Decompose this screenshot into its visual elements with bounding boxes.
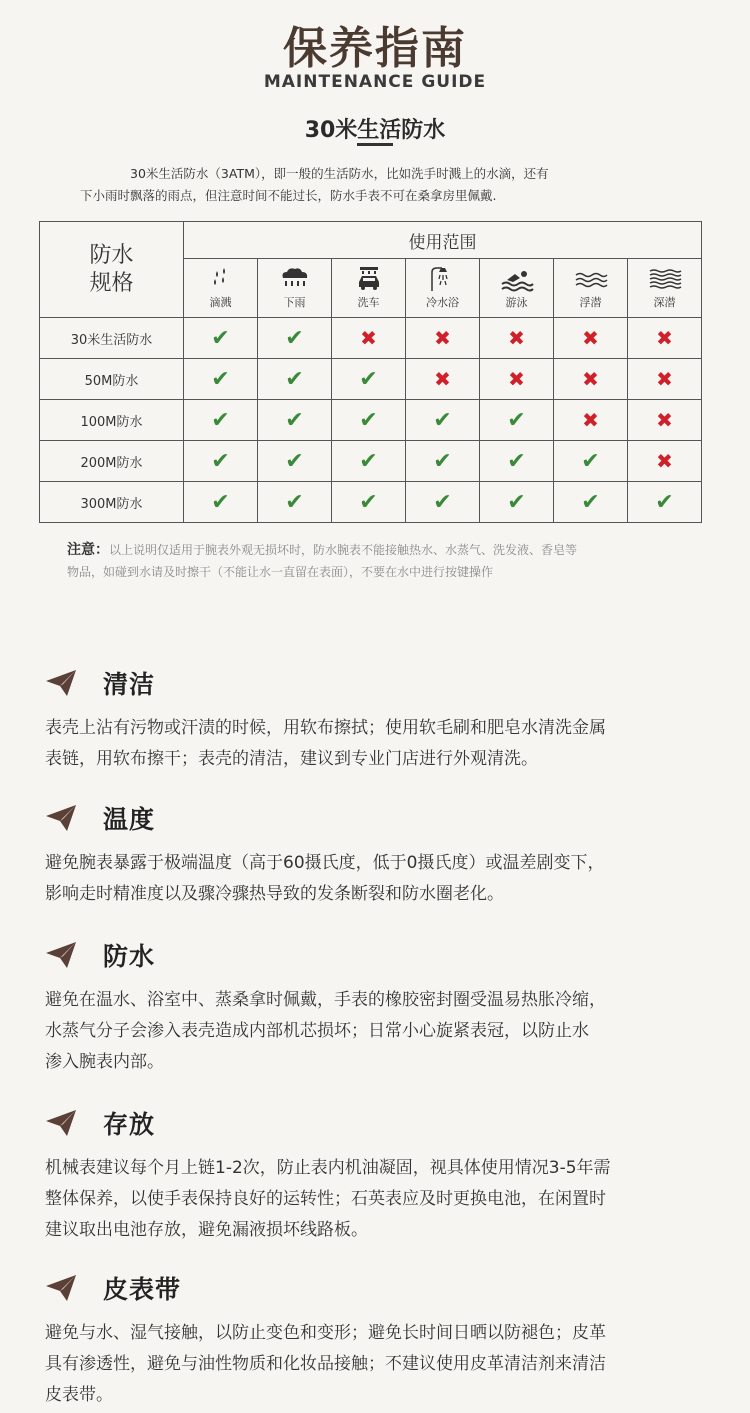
row-label: 30米生活防水 — [40, 318, 184, 359]
supported-cell — [406, 441, 480, 482]
row-label: 300M防水 — [40, 482, 184, 523]
check-icon: ✔ — [507, 448, 526, 474]
paper-plane-icon — [45, 804, 77, 832]
cross-icon: ✖ — [434, 367, 451, 391]
check-icon: ✔ — [211, 325, 230, 351]
check-icon: ✔ — [507, 407, 526, 433]
care-section-header — [45, 1105, 715, 1141]
check-icon: ✔ — [507, 489, 526, 515]
supported-cell — [184, 482, 258, 523]
check-icon: ✔ — [359, 407, 378, 433]
car-wash-icon — [354, 266, 384, 292]
supported-cell — [406, 400, 480, 441]
check-icon: ✔ — [211, 366, 230, 392]
unsupported-cell — [332, 318, 406, 359]
check-icon: ✔ — [211, 448, 230, 474]
paper-plane-icon — [45, 941, 77, 969]
unsupported-cell — [554, 359, 628, 400]
cross-icon: ✖ — [508, 367, 525, 391]
row-label: 200M防水 — [40, 441, 184, 482]
shower-icon — [428, 266, 458, 292]
care-section-line: 表壳上沾有污物或汗渍的时候，用软布擦拭；使用软毛刷和肥皂水清洗金属 — [45, 718, 606, 738]
care-section — [45, 1270, 715, 1411]
supported-cell — [480, 482, 554, 523]
supported-cell — [258, 400, 332, 441]
care-section-line: 建议取出电池存放，避免漏液损坏线路板。 — [45, 1220, 368, 1240]
description-line: 下小雨时飘落的雨点，但注意时间不能过长，防水手表不可在桑拿房里佩戴. — [80, 188, 497, 203]
section-title-underline — [357, 143, 393, 146]
page-title: 保养指南 — [283, 23, 467, 74]
care-section-line: 避免腕表暴露于极端温度（高于60摄氏度，低于0摄氏度）或温差剧变下， — [45, 853, 605, 873]
check-icon: ✔ — [359, 489, 378, 515]
table-body — [40, 318, 702, 523]
note-label: 注意： — [67, 542, 109, 558]
cross-icon: ✖ — [656, 367, 673, 391]
unsupported-cell — [628, 359, 702, 400]
supported-cell — [406, 482, 480, 523]
cross-icon: ✖ — [582, 367, 599, 391]
care-section-title: 存放 — [103, 1110, 156, 1139]
column-label: 下雨 — [283, 296, 306, 309]
supported-cell — [554, 441, 628, 482]
supported-cell — [332, 400, 406, 441]
note-line: 物品，如碰到水请及时擦干（不能让水一直留在表面），不要在水中进行按键操作 — [67, 565, 494, 579]
column-cold-shower — [406, 259, 480, 318]
care-section-body — [45, 1318, 715, 1411]
unsupported-cell — [628, 441, 702, 482]
note-line: 以上说明仅适用于腕表外观无损坏时，防水腕表不能接触热水、水蒸气、洗发液、香皂等 — [109, 543, 578, 557]
supported-cell — [258, 318, 332, 359]
cross-icon: ✖ — [656, 408, 673, 432]
spec-header-line: 规格 — [89, 270, 134, 296]
table-row — [40, 359, 702, 400]
rain-cloud-icon — [277, 266, 313, 292]
column-label: 冷水浴 — [426, 296, 459, 309]
table-row — [40, 482, 702, 523]
cross-icon: ✖ — [656, 326, 673, 350]
unsupported-cell — [554, 400, 628, 441]
paper-plane-icon — [45, 1109, 77, 1137]
row-label: 100M防水 — [40, 400, 184, 441]
supported-cell — [184, 318, 258, 359]
care-section-line: 表链，用软布擦干；表壳的清洁，建议到专业门店进行外观清洗。 — [45, 749, 538, 769]
description-line: 30米生活防水（3ATM），即一般的生活防水，比如洗手时溅上的水滴，还有 — [130, 166, 549, 181]
column-swim — [480, 259, 554, 318]
check-icon: ✔ — [581, 448, 600, 474]
check-icon: ✔ — [285, 407, 304, 433]
waterproof-section-title: 30米生活防水 — [304, 118, 446, 143]
waterproof-table — [39, 221, 702, 523]
care-section-title: 温度 — [103, 805, 156, 834]
supported-cell — [628, 482, 702, 523]
range-header: 使用范围 — [184, 222, 702, 259]
care-section-title: 皮表带 — [103, 1275, 182, 1304]
care-section-body — [45, 1153, 715, 1246]
column-label: 洗车 — [357, 296, 380, 309]
cross-icon: ✖ — [508, 326, 525, 350]
care-section-body — [45, 985, 715, 1078]
waterproof-description — [80, 163, 680, 207]
care-section-line: 避免与水、湿气接触，以防止变色和变形；避免长时间日晒以防褪色；皮革 — [45, 1323, 606, 1343]
check-icon: ✔ — [359, 366, 378, 392]
check-icon: ✔ — [581, 489, 600, 515]
table-row — [40, 318, 702, 359]
care-section-body — [45, 848, 715, 910]
care-section-header — [45, 665, 715, 701]
check-icon: ✔ — [433, 448, 452, 474]
column-rain — [258, 259, 332, 318]
care-section-line: 水蒸气分子会渗入表壳造成内部机芯损坏；日常小心旋紧表冠，以防止水 — [45, 1021, 589, 1041]
supported-cell — [258, 482, 332, 523]
row-label: 50M防水 — [40, 359, 184, 400]
column-drip — [184, 259, 258, 318]
care-section — [45, 665, 715, 775]
table-row — [40, 400, 702, 441]
check-icon: ✔ — [211, 489, 230, 515]
care-section-line: 影响走时精准度以及骤冷骤热导致的发条断裂和防水圈老化。 — [45, 884, 504, 904]
column-car-wash — [332, 259, 406, 318]
care-section-body — [45, 713, 715, 775]
check-icon: ✔ — [285, 325, 304, 351]
check-icon: ✔ — [655, 489, 674, 515]
column-snorkel — [554, 259, 628, 318]
supported-cell — [184, 441, 258, 482]
supported-cell — [332, 441, 406, 482]
care-section — [45, 800, 715, 910]
table-row — [40, 441, 702, 482]
column-label: 浮潜 — [579, 296, 602, 309]
note — [67, 539, 707, 583]
check-icon: ✔ — [285, 489, 304, 515]
care-section-line: 皮表带。 — [45, 1385, 113, 1405]
deep-waves-icon — [647, 266, 683, 292]
care-section-line: 机械表建议每个月上链1-2次，防止表内机油凝固，视具体使用情况3-5年需 — [45, 1158, 611, 1178]
cross-icon: ✖ — [656, 449, 673, 473]
supported-cell — [332, 482, 406, 523]
supported-cell — [554, 482, 628, 523]
unsupported-cell — [628, 400, 702, 441]
care-section-header — [45, 937, 715, 973]
care-section-line: 避免在温水、浴室中、蒸桑拿时佩戴，手表的橡胶密封圈受温易热胀冷缩， — [45, 990, 606, 1010]
paper-plane-icon — [45, 669, 77, 697]
swimmer-icon — [499, 266, 535, 292]
cross-icon: ✖ — [434, 326, 451, 350]
care-section-line: 渗入腕表内部。 — [45, 1052, 164, 1072]
check-icon: ✔ — [211, 407, 230, 433]
supported-cell — [258, 441, 332, 482]
check-icon: ✔ — [285, 366, 304, 392]
supported-cell — [480, 441, 554, 482]
check-icon: ✔ — [285, 448, 304, 474]
column-deep-dive — [628, 259, 702, 318]
unsupported-cell — [554, 318, 628, 359]
page-subtitle: MAINTENANCE GUIDE — [263, 72, 487, 92]
care-section-title: 清洁 — [103, 670, 156, 699]
column-label: 滴溅 — [209, 296, 232, 309]
care-section-header — [45, 800, 715, 836]
care-section-line: 具有渗透性，避免与油性物质和化妆品接触；不建议使用皮革清洁剂来清洁 — [45, 1354, 606, 1374]
check-icon: ✔ — [359, 448, 378, 474]
care-section-header — [45, 1270, 715, 1306]
waves-icon — [573, 266, 609, 292]
cross-icon: ✖ — [360, 326, 377, 350]
care-section — [45, 937, 715, 1078]
supported-cell — [184, 359, 258, 400]
cross-icon: ✖ — [582, 326, 599, 350]
care-section-title: 防水 — [103, 942, 156, 971]
supported-cell — [184, 400, 258, 441]
supported-cell — [332, 359, 406, 400]
column-label: 游泳 — [505, 296, 528, 309]
cross-icon: ✖ — [582, 408, 599, 432]
spec-header-line: 防水 — [89, 242, 134, 268]
unsupported-cell — [480, 318, 554, 359]
care-section — [45, 1105, 715, 1246]
spec-header — [40, 222, 184, 318]
unsupported-cell — [628, 318, 702, 359]
supported-cell — [258, 359, 332, 400]
check-icon: ✔ — [433, 489, 452, 515]
paper-plane-icon — [45, 1274, 77, 1302]
column-label: 深潜 — [653, 296, 676, 309]
unsupported-cell — [406, 318, 480, 359]
unsupported-cell — [480, 359, 554, 400]
droplets-icon — [206, 266, 236, 292]
check-icon: ✔ — [433, 407, 452, 433]
supported-cell — [480, 400, 554, 441]
care-section-line: 整体保养，以使手表保持良好的运转性；石英表应及时更换电池，在闲置时 — [45, 1189, 606, 1209]
unsupported-cell — [406, 359, 480, 400]
